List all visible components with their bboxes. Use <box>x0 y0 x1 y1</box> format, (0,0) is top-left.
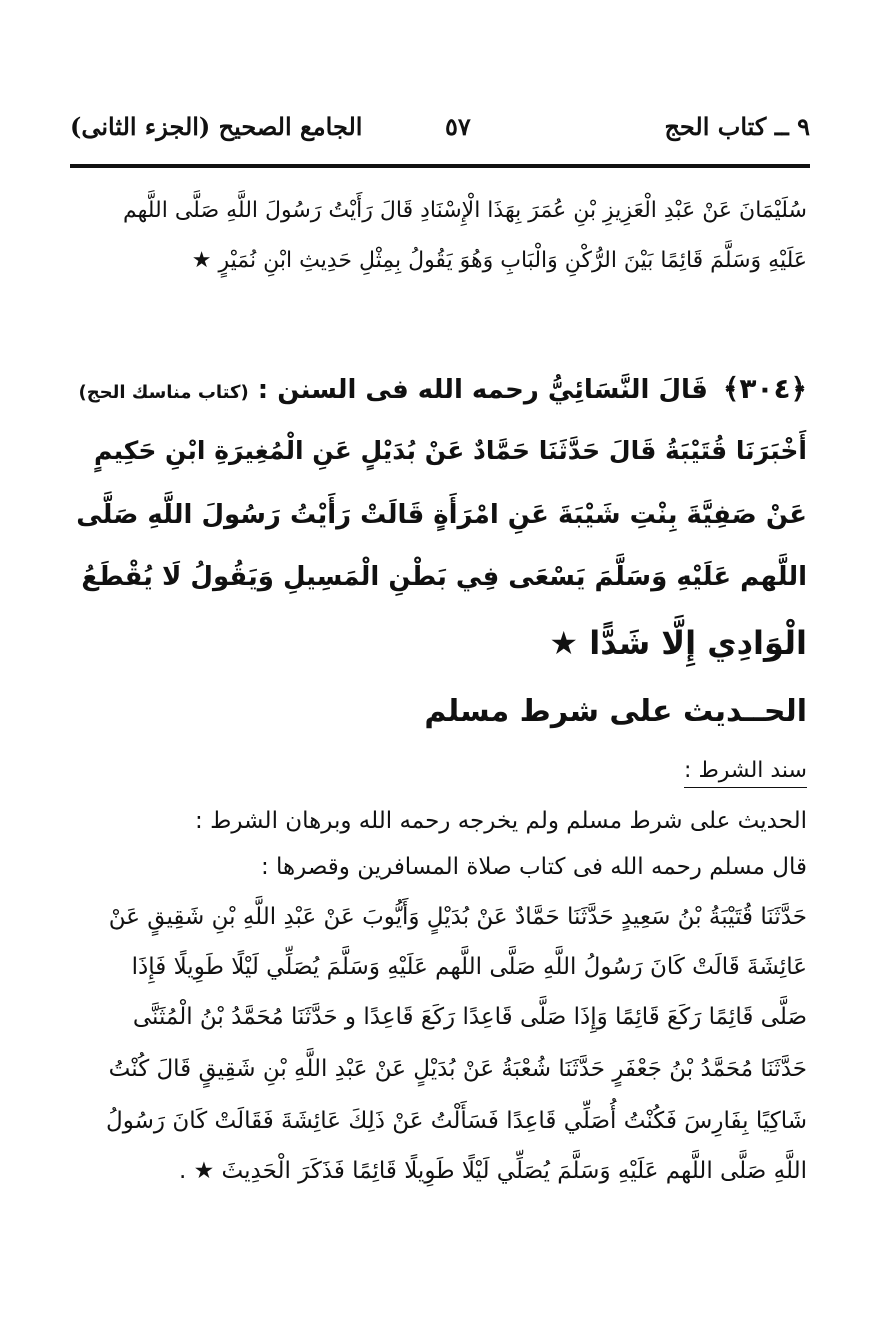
body-line-1: الحديث على شرط مسلم ولم يخرجه رحمه الله وبرهان الشرط : <box>195 808 807 834</box>
verdict-heading: الحــديث على شرط مسلم <box>424 694 807 729</box>
body-line-7: شَاكِيًا بِفَارِسَ فَكُنْتُ أُصَلِّي قَاعِدًا فَسَأَلْتُ عَنْ ذَلِكَ عَائِشَةَ فَقَالَتْ كَانَ رَسُولُ <box>106 1108 807 1134</box>
body-line-4: عَائِشَةَ قَالَتْ كَانَ رَسُولُ اللَّهِ صَلَّى اللَّهم عَلَيْهِ وَسَلَّمَ يُصَلِّي لَيْلًا طَوِيلًا فَإِذَا <box>131 954 807 980</box>
hadith-line-1: أَخْبَرَنَا قُتَيْبَةُ قَالَ حَدَّثَنَا حَمَّادٌ عَنْ بُدَيْلٍ عَنِ الْمُغِيرَةِ ابْنِ حَكِيمٍ <box>93 436 807 465</box>
body-line-3: حَدَّثَنَا قُتَيْبَةُ بْنُ سَعِيدٍ حَدَّثَنَا حَمَّادٌ عَنْ بُدَيْلٍ وَأَيُّوبَ عَنْ عَبْدِ اللَّهِ بْنِ شَقِيقٍ عَنْ <box>108 904 807 930</box>
sanad-label: سند الشرط : <box>684 758 807 788</box>
body-line-8: اللَّهِ صَلَّى اللَّهم عَلَيْهِ وَسَلَّمَ يُصَلِّي لَيْلًا طَوِيلًا قَائِمًا فَذَكَرَ الْحَدِيثَ ★ . <box>179 1158 807 1184</box>
book-title: الجامع الصحيح (الجزء الثانى) <box>70 112 363 141</box>
hadith-line-2: عَنْ صَفِيَّةَ بِنْتِ شَيْبَةَ عَنِ امْرَأَةٍ قَالَتْ رَأَيْتُ رَسُولَ اللَّهِ صَلَّى <box>76 500 807 530</box>
hadith-number: ﴿٣٠٤﴾ <box>722 372 807 405</box>
page-header <box>70 108 810 152</box>
hadith-heading <box>78 372 807 405</box>
body-line-5: صَلَّى قَائِمًا رَكَعَ قَائِمًا وَإِذَا صَلَّى قَاعِدًا رَكَعَ قَاعِدًا و حَدَّثَنَا مُحَمَّدُ بْنُ الْمُثَنَّى <box>132 1004 807 1030</box>
hadith-source-note: (كتاب مناسك الحج) <box>78 382 249 403</box>
sanad-label-wrap <box>684 758 807 783</box>
hadith-line-3: اللَّهم عَلَيْهِ وَسَلَّمَ يَسْعَى فِي بَطْنِ الْمَسِيلِ وَيَقُولُ لَا يُقْطَعُ <box>81 562 807 592</box>
page-number: ٥٧ <box>445 112 471 141</box>
chapter-title: ٩ ــ كتاب الحج <box>664 112 810 141</box>
body-line-2: قال مسلم رحمه الله فى كتاب صلاة المسافرين وقصرها : <box>260 854 807 880</box>
hadith-intro: قَالَ النَّسَائِيُّ رحمه الله فى السنن : <box>257 375 708 405</box>
hadith-line-4: الْوَادِي إِلَّا شَدًّا ★ <box>549 624 807 662</box>
top-paragraph-line-1: سُلَيْمَانَ عَنْ عَبْدِ الْعَزِيزِ بْنِ عُمَرَ بِهَذَا الْإِسْنَادِ قَالَ رَأَيْتُ رَسُولَ اللَّهِ صَلَّى اللَّهم <box>122 198 807 223</box>
header-rule <box>70 164 810 168</box>
top-paragraph-line-2: عَلَيْهِ وَسَلَّمَ قَائِمًا بَيْنَ الرُّكْنِ وَالْبَابِ وَهُوَ يَقُولُ بِمِثْلِ حَدِيثِ ابْنِ نُمَيْرٍ ★ <box>191 248 807 273</box>
body-line-6: حَدَّثَنَا مُحَمَّدُ بْنُ جَعْفَرٍ حَدَّثَنَا شُعْبَةُ عَنْ بُدَيْلٍ عَنْ عَبْدِ اللَّهِ بْنِ شَقِيقٍ قَالَ كُنْتُ <box>108 1056 807 1082</box>
